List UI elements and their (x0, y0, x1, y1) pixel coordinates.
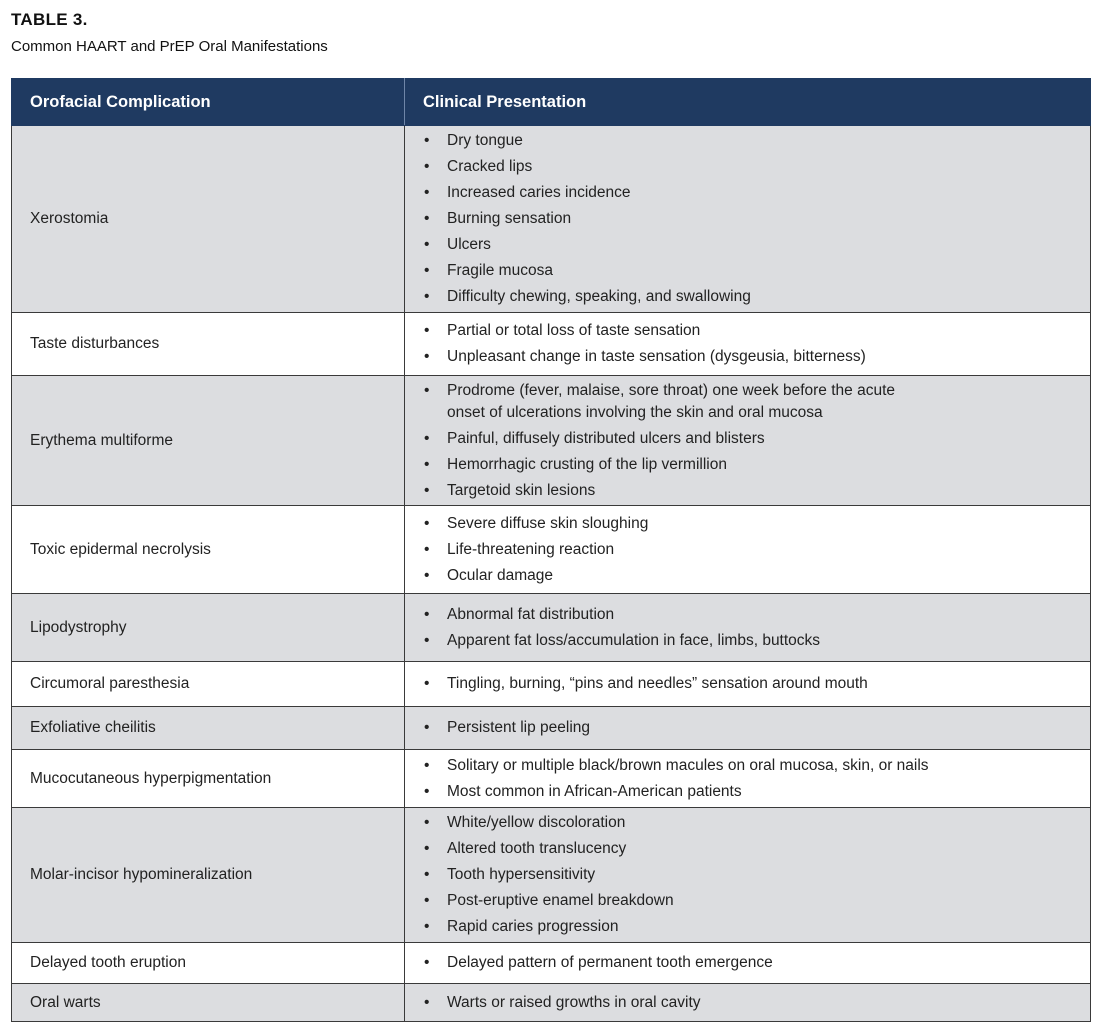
presentation-list (405, 380, 1090, 502)
presentation-item: • Warts or raised growths in oral cavity (423, 992, 1090, 1014)
presentation-list (405, 673, 1090, 695)
table-header-row (12, 79, 1091, 126)
presentation-item: • Ulcers (423, 234, 1090, 256)
presentation-item: • Solitary or multiple black/brown macules on oral mucosa, skin, or nails (423, 755, 1090, 777)
complication-cell: Circumoral paresthesia (12, 662, 405, 707)
presentation-item: • Difficulty chewing, speaking, and swallowing (423, 286, 1090, 308)
column-header-presentation: Clinical Presentation (405, 79, 1091, 126)
presentation-item: • Tingling, burning, “pins and needles” sensation around mouth (423, 673, 1090, 695)
presentation-item: • Delayed pattern of permanent tooth emergence (423, 952, 1090, 974)
complication-cell: Molar-incisor hypomineralization (12, 808, 405, 943)
presentation-list (405, 812, 1090, 938)
presentation-item: • Targetoid skin lesions (423, 480, 1090, 502)
complication-cell: Erythema multiforme (12, 376, 405, 506)
presentation-item: • Post-eruptive enamel breakdown (423, 890, 1090, 912)
presentation-item: • Ocular damage (423, 565, 1090, 587)
presentation-cell (405, 376, 1091, 506)
presentation-cell (405, 750, 1091, 808)
presentation-cell (405, 984, 1091, 1022)
presentation-item: • Apparent fat loss/accumulation in face, limbs, buttocks (423, 630, 1090, 652)
presentation-list (405, 717, 1090, 739)
presentation-list (405, 755, 1090, 803)
presentation-item: • Most common in African-American patients (423, 781, 1090, 803)
complication-cell: Lipodystrophy (12, 594, 405, 662)
presentation-list (405, 992, 1090, 1014)
presentation-item: • Hemorrhagic crusting of the lip vermillion (423, 454, 1090, 476)
presentation-cell (405, 808, 1091, 943)
presentation-item: • White/yellow discoloration (423, 812, 1090, 834)
presentation-list (405, 130, 1090, 308)
column-header-complication: Orofacial Complication (12, 79, 405, 126)
presentation-cell (405, 506, 1091, 594)
complication-cell: Exfoliative cheilitis (12, 707, 405, 750)
presentation-item: • Cracked lips (423, 156, 1090, 178)
presentation-item: • Unpleasant change in taste sensation (dysgeusia, bitterness) (423, 346, 1090, 368)
presentation-cell (405, 943, 1091, 984)
presentation-item: • Altered tooth translucency (423, 838, 1090, 860)
presentation-item: • Partial or total loss of taste sensation (423, 320, 1090, 342)
presentation-item: • Tooth hypersensitivity (423, 864, 1090, 886)
presentation-cell (405, 126, 1091, 313)
presentation-list (405, 604, 1090, 652)
presentation-item: • Life-threatening reaction (423, 539, 1090, 561)
table-row (12, 943, 1091, 984)
complication-cell: Delayed tooth eruption (12, 943, 405, 984)
presentation-item: • Burning sensation (423, 208, 1090, 230)
complication-cell: Taste disturbances (12, 313, 405, 376)
presentation-list (405, 513, 1090, 587)
presentation-cell (405, 594, 1091, 662)
table-row (12, 506, 1091, 594)
presentation-cell (405, 313, 1091, 376)
presentation-item: • Increased caries incidence (423, 182, 1090, 204)
complication-cell: Xerostomia (12, 126, 405, 313)
table-body (12, 126, 1091, 1022)
complication-cell: Oral warts (12, 984, 405, 1022)
table-caption: Common HAART and PrEP Oral Manifestations (11, 38, 328, 55)
presentation-item: • Rapid caries progression (423, 916, 1090, 938)
presentation-item: • Painful, diffusely distributed ulcers and blisters (423, 428, 1090, 450)
manifestations-table (11, 78, 1091, 1022)
presentation-item: • Persistent lip peeling (423, 717, 1090, 739)
presentation-cell (405, 662, 1091, 707)
table-row (12, 808, 1091, 943)
presentation-list (405, 320, 1090, 368)
complication-cell: Toxic epidermal necrolysis (12, 506, 405, 594)
table-row (12, 376, 1091, 506)
presentation-item: • Abnormal fat distribution (423, 604, 1090, 626)
presentation-item: • Prodrome (fever, malaise, sore throat) one week before the acute onset of ulcerations involving the skin and oral mucosa (423, 380, 1090, 424)
table-row (12, 313, 1091, 376)
table-row (12, 707, 1091, 750)
table-row (12, 662, 1091, 707)
table-row (12, 750, 1091, 808)
presentation-item: • Dry tongue (423, 130, 1090, 152)
presentation-list (405, 952, 1090, 974)
presentation-item: • Fragile mucosa (423, 260, 1090, 282)
table-row (12, 984, 1091, 1022)
table-row (12, 126, 1091, 313)
complication-cell: Mucocutaneous hyperpigmentation (12, 750, 405, 808)
presentation-item: • Severe diffuse skin sloughing (423, 513, 1090, 535)
table-number: TABLE 3. (11, 10, 88, 29)
presentation-cell (405, 707, 1091, 750)
table-row (12, 594, 1091, 662)
